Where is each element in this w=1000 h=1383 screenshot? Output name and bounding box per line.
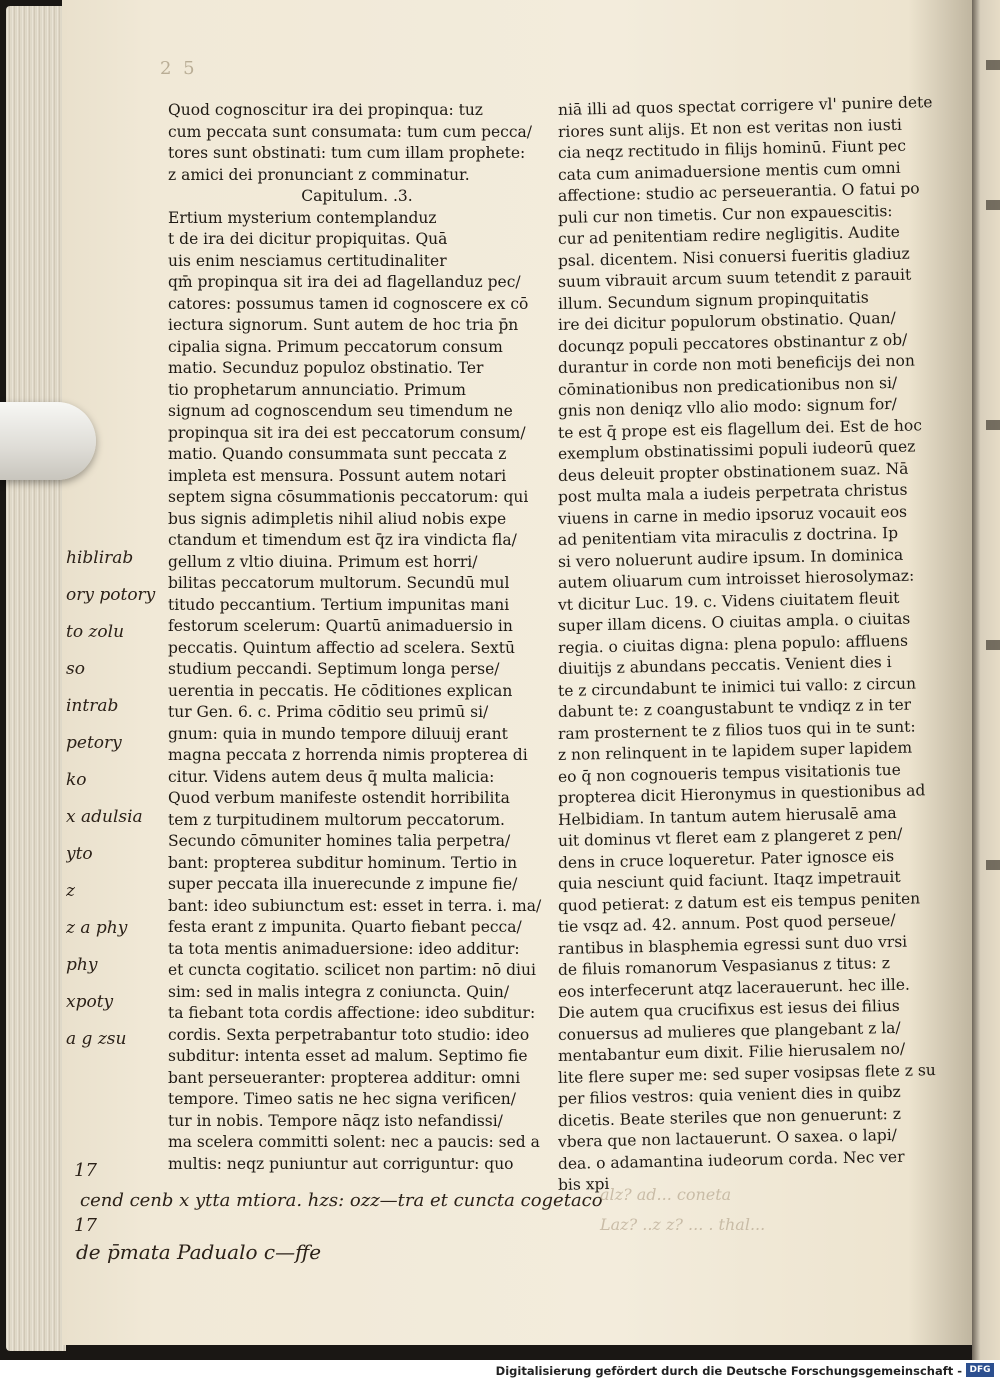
text-line: durantur in corde non moti beneficijs dei non — [557, 351, 916, 377]
text-line: quia nesciunt quid faciunt. Itaqz impetrauit — [557, 867, 901, 893]
bottom-note-line: cend cenb x ytta mtiora. hzs: ozz—tra et cuncta cogetaco — [80, 1190, 603, 1211]
text-line: tem z turpitudinem multorum peccatorum. — [168, 810, 505, 829]
text-line: rantibus in blasphemia egressi sunt duo vrsi — [557, 932, 908, 958]
text-line: de filuis romanorum Vespasianus z titus: z — [557, 954, 891, 979]
text-line: riores sunt alijs. Et non est veritas non iusti — [557, 115, 903, 141]
facing-page-mark — [986, 60, 1000, 70]
text-line: ctandum et timendum est q̄z ira vindicta fla/ — [168, 531, 517, 549]
facing-page-edge — [972, 0, 1000, 1360]
text-line: niā illi ad quos spectat corrigere vl' punire dete — [557, 93, 933, 119]
text-line: deus deleuit propter obstinationem suaz. Nā — [557, 459, 909, 485]
text-line: citur. Videns autem deus q̄ multa malicia: — [168, 767, 495, 786]
text-line: tores sunt obstinati: tum cum illam prophete: — [168, 144, 526, 162]
text-line: sim: sed in malis integra z coniuncta. Quin/ — [168, 982, 510, 1001]
dfg-logo: DFG — [966, 1363, 994, 1377]
text-line: propinqua sit ira dei est peccatorum consum/ — [168, 423, 526, 442]
text-line: bant: propterea subditur hominum. Tertio in — [168, 853, 518, 872]
text-line: cōminationibus non predicationibus non si/ — [557, 373, 898, 399]
text-line: festa erant z impunita. Quarto fiebant pecca/ — [168, 918, 522, 936]
margin-note: petory — [66, 733, 122, 753]
text-line: affectione: studio ac perseuerantia. O fatui po — [557, 179, 920, 205]
text-line: quod petierat: z datum est eis tempus peniten — [557, 888, 921, 915]
text-line: regia. o ciuitas digna: plena populo: affluens — [557, 631, 909, 657]
bottom-note-line: de p̄mata Padualo c—ffe — [76, 1240, 322, 1264]
text-line: ta fiebant tota cordis affectione: ideo subditur: — [168, 1004, 536, 1022]
text-line: cata cum animaduersione mentis cum omni — [557, 158, 901, 184]
folio-mark: 2 5 — [160, 58, 198, 79]
margin-note: so — [66, 659, 85, 679]
text-line: tio prophetarum annunciatio. Primum — [168, 380, 466, 399]
chapter-heading: Capitulum. .3. — [301, 187, 413, 205]
margin-note: z a phy — [66, 918, 128, 938]
text-line: lite flere super me: sed super vosipsas flete z su — [557, 1060, 936, 1087]
margin-note: xpoty — [66, 992, 114, 1012]
margin-note: yto — [66, 844, 93, 864]
text-line: te est q̄ prope est eis flagellum dei. Est de hoc — [557, 415, 923, 442]
text-line: cia neqz rectitudo in filijs hominū. Fiunt pec — [557, 136, 907, 162]
show-through-notes — [600, 1185, 765, 1245]
show-through-line: Laz? ..z z? ... . thal... — [600, 1215, 766, 1234]
text-line: dens in cruce loqueretur. Pater ignosce eis — [557, 846, 895, 872]
margin-note: phy — [66, 955, 98, 975]
facing-page-mark — [986, 200, 1000, 210]
text-line: subditur: intenta esset ad malum. Septimo fie — [168, 1047, 528, 1065]
text-line: si vero noluerunt audire ipsum. In dominica — [557, 545, 904, 571]
text-line: septem signa cōsummationis peccatorum: qui — [168, 488, 529, 506]
text-line: puli cur non timetis. Cur non expauescitis: — [557, 201, 893, 227]
text-line: Die autem qua crucifixus est iesus dei filius — [557, 996, 900, 1022]
text-line: post multa mala a iudeis perpetrata christus — [557, 480, 908, 506]
text-line: super peccata illa inuerecunde z impune fie/ — [168, 875, 518, 893]
text-line: catores: possumus tamen id cognoscere ex cō — [168, 294, 529, 313]
text-line: mentabantur eum dixit. Filie hierusalem no/ — [557, 1039, 906, 1065]
text-line: cordis. Sexta perpetrabantur toto studio: ideo — [168, 1025, 530, 1044]
text-line: Secundo cōmuniter homines talia perpetra/ — [168, 832, 511, 850]
text-line: titudo peccantium. Tertium impunitas mani — [168, 595, 510, 614]
text-line: matio. Secunduz populoz obstinatio. Ter — [168, 359, 484, 377]
footer-bar — [0, 1360, 1000, 1383]
text-line: gnis non deniqz vllo alio modo: signum for/ — [557, 394, 898, 420]
text-line: bilitas peccatorum multorum. Secundū mul — [168, 574, 510, 592]
text-line: signum ad cognoscendum seu timendum ne — [168, 402, 513, 420]
text-line: qm̄ propinqua sit ira dei ad flagellanduz pec/ — [168, 273, 521, 291]
text-line: ad penitentiam vita miraculis z doctrina. Ip — [557, 523, 899, 549]
show-through-line: alz? ad... coneta — [600, 1185, 732, 1204]
text-line: studium peccandi. Septimum longa perse/ — [168, 660, 500, 678]
facing-page-mark — [986, 860, 1000, 870]
text-line: uis enim nesciamus certitudinaliter — [168, 251, 447, 270]
text-line: per filios vestros: quia venient dies in quibz — [557, 1082, 901, 1108]
text-line: ram prosternent te z filios tuos qui in te sunt: — [557, 717, 916, 743]
margin-note: intrab — [66, 696, 119, 716]
text-line: eo q̄ non cognoueris tempus visitationis tue — [557, 760, 901, 786]
text-line: magna peccata z horrenda nimis propterea di — [168, 746, 528, 764]
text-line: dabunt te: z coangustabunt te vndiqz z in ter — [557, 695, 912, 721]
text-line: dea. o adamantina iudeorum corda. Nec ver — [557, 1147, 905, 1173]
text-line: iectura signorum. Sunt autem de hoc tria p̄n — [168, 316, 519, 334]
text-line: super illam dicens. O ciuitas ampla. o ciuitas — [557, 609, 911, 635]
text-line: diuitijs z abundans peccatis. Venient dies i — [557, 653, 892, 678]
text-line: illum. Secundum signum propinquitatis — [557, 287, 869, 313]
book-page-edges — [6, 6, 66, 1351]
text-line: ire dei dicitur populorum obstinatio. Quan/ — [557, 308, 896, 334]
text-line: tur in nobis. Tempore nāqz isto nefandissi/ — [168, 1111, 503, 1130]
text-line: dicetis. Beate steriles que non genuerunt: z — [557, 1104, 902, 1130]
text-line: bus signis adimpletis nihil aliud nobis expe — [168, 509, 507, 528]
bottom-note-number: 17 — [74, 1215, 97, 1236]
text-line: autem oliuarum cum introisset hierosolymaz: — [557, 566, 915, 592]
text-line: ta tota mentis animaduersione: ideo additur: — [168, 939, 520, 958]
text-line: gnum: quia in mundo tempore diluuij erant — [168, 724, 508, 743]
text-line: cum peccata sunt consumata: tum cum pecca/ — [168, 122, 532, 141]
text-line: vbera que non lactauerunt. O saxea. o lapi/ — [557, 1125, 898, 1151]
text-line: viuens in carne in medio ipsoruz vocauit eos — [557, 502, 908, 528]
margin-note: a g zsu — [66, 1029, 127, 1049]
text-line: cur ad penitentiam redire negligitis. Audite — [557, 222, 900, 248]
text-line: bant perseueranter: propterea additur: omni — [168, 1068, 521, 1087]
text-line: bis xpi — [557, 1174, 610, 1194]
text-line: et cuncta cogitatio. scilicet non partim: nō diui — [168, 961, 536, 979]
facing-page-mark — [986, 420, 1000, 430]
text-line: impleta est mensura. Possunt autem notari — [168, 466, 507, 485]
text-line: cipalia signa. Primum peccatorum consum — [168, 337, 503, 356]
text-line: exemplum obstinatissimi populi iudeorū quez — [557, 437, 916, 463]
text-line: conuersus ad mulieres que plangebant z la/ — [557, 1018, 901, 1044]
page-holder-clip — [0, 402, 96, 480]
bottom-note-number: 17 — [74, 1160, 97, 1181]
text-line: Quod cognoscitur ira dei propinqua: tuz — [168, 101, 483, 119]
margin-note: ory potory — [66, 585, 156, 605]
text-line: suum vibrauit arcum suum tetendit z parauit — [557, 265, 912, 291]
text-line: tie vsqz ad. 42. annum. Post quod perseue/ — [557, 910, 896, 936]
text-line: eos interfecerunt atqz lacerauerunt. hec ille. — [557, 975, 911, 1001]
text-line: tempore. Timeo satis ne hec signa verificen/ — [168, 1090, 517, 1108]
facing-page-mark — [986, 640, 1000, 650]
text-line: Ertium mysterium contemplanduz — [168, 208, 437, 227]
text-line: peccatis. Quintum affectio ad scelera. Sextū — [168, 638, 515, 657]
left-text-column — [168, 100, 546, 1175]
text-line: t de ira dei dicitur propiquitas. Quā — [168, 230, 448, 248]
margin-note: x adulsia — [66, 807, 143, 827]
margin-note: z — [66, 881, 75, 901]
text-line: psal. dicentem. Nisi conuersi fueritis gladiuz — [557, 244, 910, 270]
text-line: propterea dicit Hieronymus in questionibus ad — [557, 781, 926, 807]
text-line: te z circundabunt te inimici tui vallo: z circun — [557, 674, 917, 700]
text-line: ma scelera committi solent: nec a paucis: sed a — [168, 1133, 540, 1151]
text-line: uerentia in peccatis. He cōditiones explican — [168, 681, 513, 700]
text-line: z non relinquent in te lapidem super lapidem — [557, 738, 913, 764]
funding-credit: Digitalisierung gefördert durch die Deutsche Forschungsgemeinschaft - — [495, 1364, 962, 1378]
text-line: vt dicitur Luc. 19. c. Videns ciuitatem fleuit — [557, 588, 900, 614]
text-line: docunqz populi peccatores obstinantur z ob/ — [557, 330, 908, 356]
text-line: uit dominus vt fleret eam z plangeret z pen/ — [557, 824, 903, 850]
text-line: Quod verbum manifeste ostendit horribilita — [168, 789, 510, 807]
text-line: tur Gen. 6. c. Prima cōditio seu primū si/ — [168, 703, 489, 721]
text-line: z amici dei pronunciant z comminatur. — [168, 165, 470, 184]
text-line: festorum scelerum: Quartū animaduersio in — [168, 617, 513, 635]
text-line: gellum z vltio diuina. Primum est horri/ — [168, 552, 478, 571]
margin-note: hiblirab — [66, 548, 134, 568]
text-line: matio. Quando consummata sunt peccata z — [168, 445, 507, 463]
text-line: multis: neqz puniuntur aut corriguntur: quo — [168, 1154, 514, 1173]
marginal-annotations — [66, 540, 166, 1058]
right-text-column — [557, 93, 938, 1197]
text-line: Helbidiam. In tantum autem hierusalē ama — [557, 803, 897, 829]
margin-note: ko — [66, 770, 87, 790]
margin-note: to zolu — [66, 622, 125, 642]
text-line: bant: ideo subiunctum est: esset in terra. i. ma/ — [168, 896, 542, 915]
